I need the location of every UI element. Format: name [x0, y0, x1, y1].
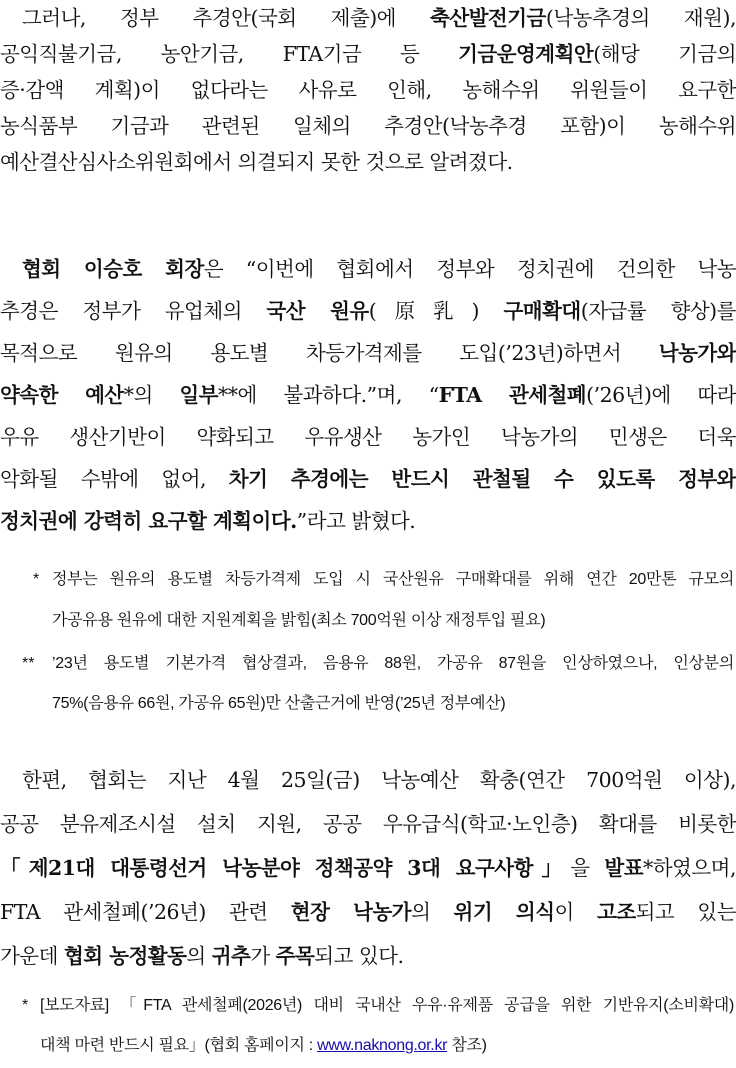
paragraph-line: 공익직불기금, 농안기금, FTA기금 등 기금운영계획안(해당 기금의	[0, 42, 736, 66]
paragraph-line: 농식품부 기금과 관련된 일체의 추경안(낙농추경 포함)이 농해수위	[0, 114, 736, 138]
highlight-chairman: 협회 이승호 회장	[22, 257, 204, 281]
footnote-line: 가공유용 원유에 대한 지원계획을 밝힘(최소 700억원 이상 재정투입 필요)	[52, 612, 546, 629]
paragraph-line: 정치권에 강력히 요구할 계획이다.”라고 밝혔다.	[0, 509, 416, 533]
paragraph-line: 「제21대 대통령선거 낙농분야 정책공약 3대 요구사항」을 발표*하였으며,	[0, 856, 736, 880]
highlight-policy-title: 「제21대 대통령선거 낙농분야 정책공약 3대 요구사항」	[0, 856, 571, 880]
highlight-fund-plan: 기금운영계획안	[458, 42, 594, 66]
paragraph-line: 우유 생산기반이 약화되고 우유생산 농가인 낙농가의 민생은 더욱	[0, 425, 736, 449]
footnote-mark: **	[22, 655, 35, 672]
footnote-line: 대책 마련 반드시 필요」(협회 홈페이지 : www.naknong.or.kr 참조)	[40, 1037, 487, 1054]
paragraph-line: 목적으로 원유의 용도별 차등가격제를 도입(’23년)하면서 낙농가와	[0, 341, 736, 365]
paragraph-line: 그러나, 정부 추경안(국회 제출)에 축산발전기금(낙농추경의 재원),	[22, 6, 736, 30]
footnote-line: ’23년 용도별 기본가격 협상결과, 음용유 88원, 가공유 87원을 인상하였으나, 인상분의	[52, 655, 734, 672]
footnote-line: [보도자료] 「FTA 관세철폐(2026년) 대비 국내산 우유·유제품 공급을 위한 기반유지(소비확대)	[40, 997, 734, 1014]
footnote-mark: *	[33, 571, 40, 588]
association-homepage-link[interactable]: www.naknong.or.kr	[317, 1037, 448, 1054]
highlight-fund-name: 축산발전기금	[430, 6, 546, 30]
paragraph-line: 예산결산심사소위원회에서 의결되지 못한 것으로 알려졌다.	[0, 150, 513, 174]
footnote-line: 75%(음용유 66원, 가공유 65원)만 산출근거에 반영(’25년 정부예산)	[52, 695, 506, 712]
paragraph-line: FTA 관세철폐(’26년) 관련 현장 낙농가의 위기 의식이 고조되고 있는	[0, 900, 736, 924]
paragraph-line: 약속한 예산*의 일부**에 불과하다.”며, “FTA 관세철폐(’26년)에 따라	[0, 383, 736, 407]
footnote-line: 정부는 원유의 용도별 차등가격제 도입 시 국산원유 구매확대를 위해 연간 20만톤 규모의	[52, 571, 734, 588]
paragraph-line: 증·감액 계획)이 없다라는 사유로 인해, 농해수위 위원들이 요구한	[0, 78, 736, 102]
footnote-mark: *	[22, 997, 29, 1014]
paragraph-line: 공공 분유제조시설 설치 지원, 공공 우유급식(학교·노인층) 확대를 비롯한	[0, 812, 736, 836]
paragraph-line: 협회 이승호 회장은 “이번에 협회에서 정부와 정치권에 건의한 낙농	[22, 257, 736, 281]
paragraph-line: 추경은 정부가 유업체의 국산 원유(原乳) 구매확대(자급률 향상)를	[0, 299, 736, 323]
paragraph-line: 가운데 협회 농정활동의 귀추가 주목되고 있다.	[0, 944, 404, 968]
paragraph-line: 악화될 수밖에 없어, 차기 추경에는 반드시 관철될 수 있도록 정부와	[0, 467, 736, 491]
paragraph-line: 한편, 협회는 지난 4월 25일(금) 낙농예산 확충(연간 700억원 이상),	[22, 768, 736, 792]
